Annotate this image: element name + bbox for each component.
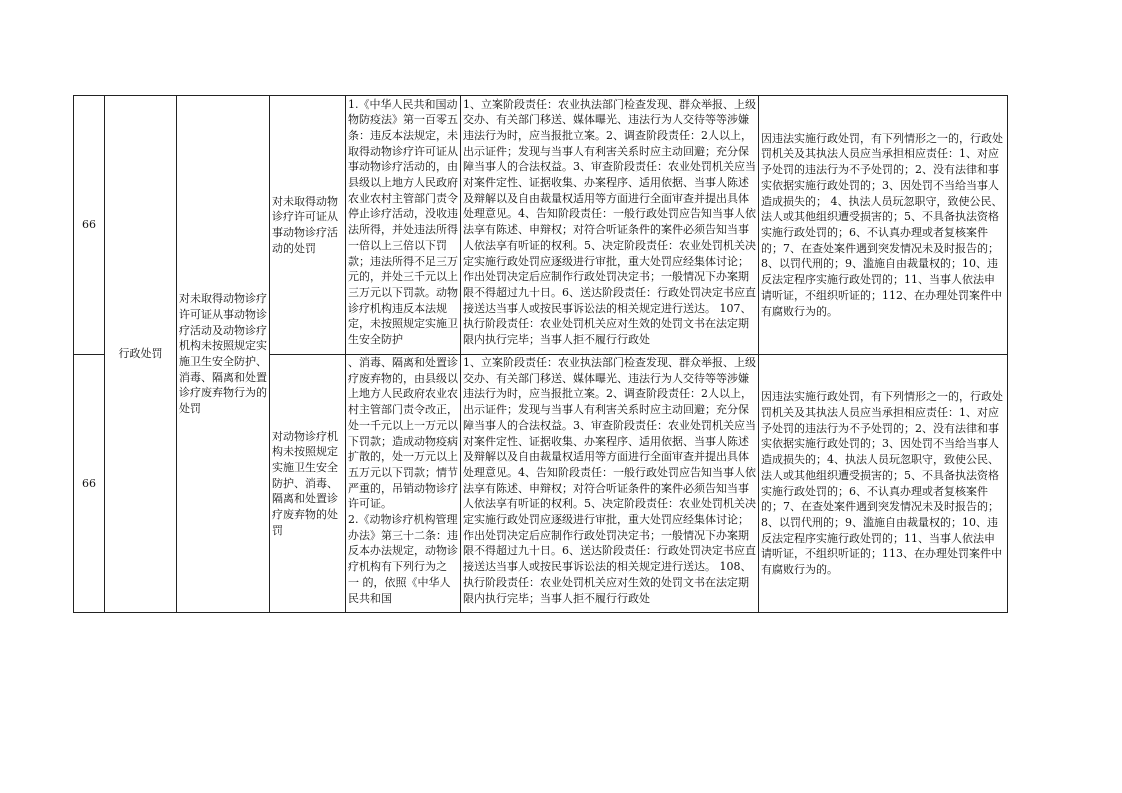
power-list-table (73, 95, 1008, 613)
item-title-cell: 对未取得动物诊疗许可证从事动物诊疗活动及动物诊疗机构未按照规定实施卫生安全防护、消毒、隔离和处置诊疗废弃物行为的处罚 (177, 96, 270, 613)
category-cell: 行政处罚 (105, 96, 177, 613)
sub-item-name-cell: 对动物诊疗机构未按照规定实施卫生安全防护、消毒、隔离和处置诊疗废弃物的处罚 (270, 355, 346, 613)
basis-cell (346, 355, 461, 613)
duty-cell (461, 96, 759, 355)
seq-cell: 66 (74, 96, 105, 355)
sub-item-name-cell: 对未取得动物诊疗许可证从事动物诊疗活动的处罚 (270, 96, 346, 355)
duty-text: 1、立案阶段责任：农业执法部门检查发现、群众举报、上级交办、有关部门移送、媒体曝光、违法行为人交待等等涉嫌违法行为时，应当报批立案。2、调查阶段责任：2人以上，出示证件；发现与当事人有利害关系时应主动回避；充分保障当事人的合法权益。3、审查阶段责任：农业处罚机关应当对案件定性、证据收集、办案程序、适用依据、当事人陈述及辩解以及自由裁量权适用等方面进行全面审查并提出具体处理意见。4、告知阶段责任：一般行政处罚应告知当事人依法享有陈述、申辩权；对符合听证条件的案件必须告知当事人依法享有听证的权利。5、决定阶段责任：农业处罚机关决定实施行政处罚应逐级进行审批，重大处罚应经集体讨论；作出处罚决定后应制作行政处罚决定书；一般情况下办案期限不得超过九十日。6、送达阶段责任：行政处罚决定书应直接送达当事人或按民事诉讼法的相关规定进行送达。 108、执行阶段责任：农业处罚机关应对生效的处罚文书在法定期限内执行完毕；当事人拒不履行行政处 (463, 356, 756, 605)
table-row (74, 96, 1008, 355)
basis-cell (346, 96, 461, 355)
basis-text: 、消毒、隔离和处置诊疗废弃物的，由县级以上地方人民政府农业农村主管部门责令改正，处一千元以上一万元以下罚款；造成动物疫病扩散的，处一万元以上五万元以下罚款；情节严重的，吊销动物诊疗许可证。 2.《动物诊疗机构管理办法》第三十二条：违反本办法规定，动物诊疗机构有下列行为之 一 的，依照《中华人民共和国 (348, 356, 458, 605)
duty-cell (461, 355, 759, 613)
accountability-cell: 因违法实施行政处罚，有下列情形之一的，行政处罚机关及其执法人员应当承担相应责任：1、对应予处罚的违法行为不予处罚的；2、没有法律和事实依据实施行政处罚的；3、因处罚不当给当事人造成损失的； 4、执法人员玩忽职守，致使公民、法人或其他组织遭受损害的；5、不具备执法资格实施行政处罚的；6、不认真办理或者复核案件的；7、在查处案件遇到突发情况未及时报告的；8、以罚代刑的；9、滥施自由裁量权的；10、违反法定程序实施行政处罚的；11、当事人依法申请听证，不组织听证的；112、在办理处罚案件中有腐败行为的。 (759, 96, 1008, 355)
accountability-cell: 因违法实施行政处罚，有下列情形之一的，行政处罚机关及其执法人员应当承担相应责任：1、对应予处罚的违法行为不予处罚的；2、没有法律和事实依据实施行政处罚的；3、因处罚不当给当事人造成损失的；4、执法人员玩忽职守，致使公民、法人或其他组织遭受损害的；5、不具备执法资格实施行政处罚的；6、不认真办理或者复核案件的；7、在查处案件遇到突发情况未及时报告的；8、以罚代刑的；9、滥施自由裁量权的；10、违反法定程序实施行政处罚的；11、当事人依法申请听证，不组织听证的；113、在办理处罚案件中有腐败行为的。 (759, 355, 1008, 613)
basis-text: 1.《中华人民共和国动物防疫法》第一百零五条：违反本法规定，未取得动物诊疗许可证从事动物诊疗活动的，由县级以上地方人民政府农业农村主管部门责令停止诊疗活动，没收违法所得，并处违法所得一倍以上三倍以下罚款；违法所得不足三万元的，并处三千元以上三万元以下罚款。动物诊疗机构违反本法规定，未按照规定实施卫生安全防护 (348, 97, 458, 347)
duty-text: 1、立案阶段责任：农业执法部门检查发现、群众举报、上级交办、有关部门移送、媒体曝光、违法行为人交待等等涉嫌违法行为时，应当报批立案。2、调查阶段责任：2人以上，出示证件；发现与当事人有利害关系时应主动回避；充分保障当事人的合法权益。3、审查阶段责任：农业处罚机关应当对案件定性、证据收集、办案程序、适用依据、当事人陈述及辩解以及自由裁量权适用等方面进行全面审查并提出具体处理意见。4、告知阶段责任：一般行政处罚应告知当事人依法享有陈述、申辩权；对符合听证条件的案件必须告知当事人依法享有听证的权利。5、决定阶段责任：农业处罚机关决定实施行政处罚应逐级进行审批，重大处罚应经集体讨论；作出处罚决定后应制作行政处罚决定书；一般情况下办案期限不得超过九十日。6、送达阶段责任：行政处罚决定书应直接送达当事人或按民事诉讼法的相关规定进行送达。 107、执行阶段责任：农业处罚机关应对生效的处罚文书在法定期限内执行完毕；当事人拒不履行行政处 (463, 97, 756, 347)
seq-cell: 66 (74, 355, 105, 613)
